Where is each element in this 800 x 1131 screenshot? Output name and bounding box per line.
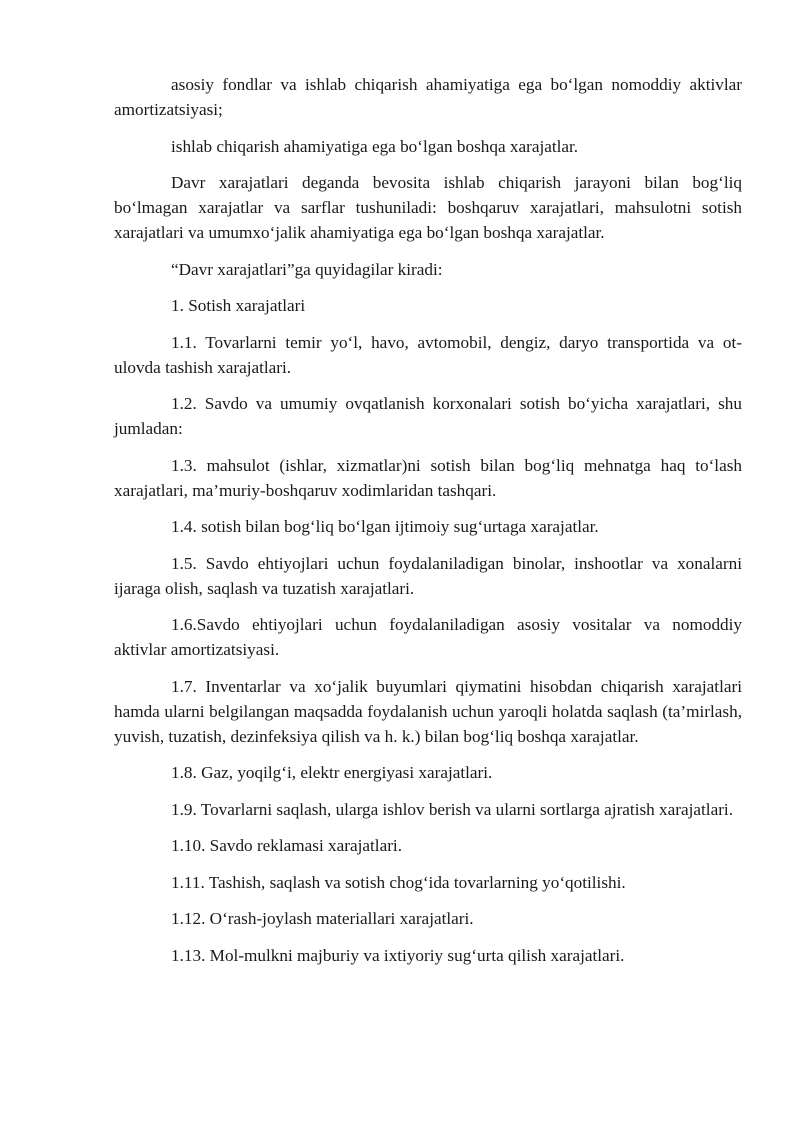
paragraph-period-costs-include: “Davr xarajatlari”ga quyidagilar kiradi: [171,259,443,279]
list-item-1-4: 1.4. sotish bilan bog‘liq bo‘lgan ijtimoiy sug‘urtaga xarajatlar. [171,517,599,536]
list-item-1-13: 1.13. Mol-mulkni majburiy va ixtiyoriy sug‘urta qilish xarajatlari. [171,945,625,965]
list-item-1-2: 1.2. Savdo va umumiy ovqatlanish korxonalari sotish bo‘yicha xarajatlari, shu jumladan: [114,394,742,438]
list-item-1-10: 1.10. Savdo reklamasi xarajatlari. [171,836,402,855]
list-item-1-1: 1.1. Tovarlarni temir yo‘l, havo, avtomobil, dengiz, daryo transportida va ot-ulovda tashish xarajatlari. [114,332,742,377]
list-item-1-5: 1.5. Savdo ehtiyojlari uchun foydalaniladigan binolar, inshootlar va xonalarni ijaraga olish, saqlash va tuzatish xarajatlari. [114,553,742,598]
document-page [114,72,742,979]
list-item-1-9: 1.9. Tovarlarni saqlash, ularga ishlov berish va ularni sortlarga ajratish xarajatlari. [171,799,733,819]
list-item-1-7: 1.7. Inventarlar va xo‘jalik buyumlari qiymatini hisobdan chiqarish xarajatlari hamda ularni belgilangan maqsadda foydalanish uchun yaroqli holatda saqlash (ta’mirlash, yuvish, tuzatish, dezinfeksiya qilish va h. k.) bilan bog‘liq boshqa xarajatlar. [114,676,742,746]
paragraph-other-production-costs: ishlab chiqarish ahamiyatiga ega bo‘lgan boshqa xarajatlar. [171,136,579,156]
list-item-1-12: 1.12. O‘rash-joylash materiallari xarajatlari. [171,909,474,928]
heading-sales-costs: 1. Sotish xarajatlari [171,296,306,315]
paragraph-period-costs-definition: Davr xarajatlari deganda bevosita ishlab chiqarish jarayoni bilan bog‘liq bo‘lmagan xarajatlar va sarflar tushuniladi: boshqaruv xarajatlari, mahsulotni sotish xarajatlari va umumxo‘jalik ahamiyatiga ega bo‘lgan boshqa xarajatlar. [114,173,742,242]
list-item-1-3: 1.3. mahsulot (ishlar, xizmatlar)ni sotish bilan bog‘liq mehnatga haq to‘lash xarajatlari, ma’muriy-boshqaruv xodimlaridan tashqari. [114,455,742,500]
list-item-1-8: 1.8. Gaz, yoqilg‘i, elektr energiyasi xarajatlari. [171,763,493,782]
list-item-1-11: 1.11. Tashish, saqlash va sotish chog‘ida tovarlarning yo‘qotilishi. [171,872,626,892]
paragraph-amortization-intangible: asosiy fondlar va ishlab chiqarish ahamiyatiga ega bo‘lgan nomoddiy aktivlar amortizatsiyasi; [114,75,742,119]
list-item-1-6: 1.6.Savdo ehtiyojlari uchun foydalaniladigan asosiy vositalar va nomoddiy aktivlar amortizatsiyasi. [114,615,742,659]
